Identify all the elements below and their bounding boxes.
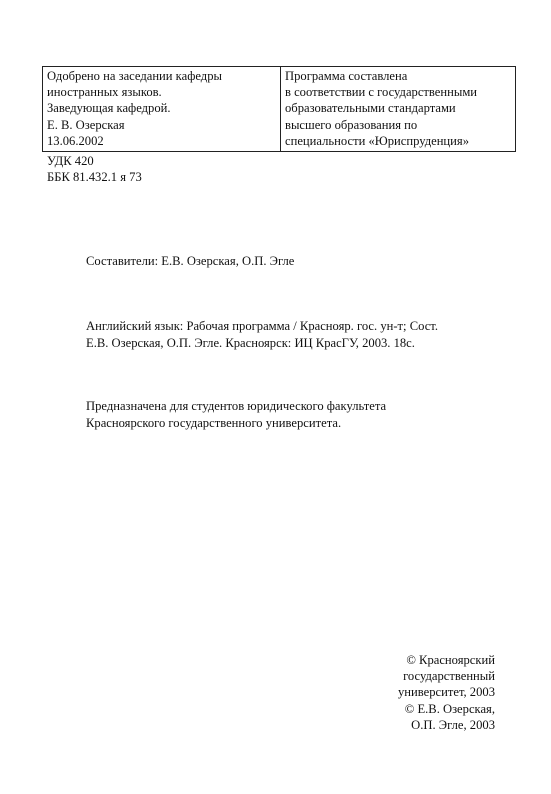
program-note-line: в соответствии с государственными [285, 85, 478, 100]
program-note-line: высшего образования по [285, 117, 418, 132]
purpose-line: Предназначена для студентов юридического факультета [86, 399, 387, 413]
copyright-block [398, 652, 495, 733]
bbk-code: ББК 81.432.1 я 73 [47, 170, 142, 184]
citation-line: Е.В. Озерская, О.П. Эгле. Красноярск: ИЦ КрасГУ, 2003. 18с. [86, 335, 415, 350]
citation-line: Английский язык: Рабочая программа / Краснояр. гос. ун-т; Сост. [86, 319, 439, 333]
copyright-line: © Красноярский [406, 653, 495, 667]
compilers-line: Составители: Е.В. Озерская, О.П. Эгле [86, 254, 295, 268]
approval-note-line: 13.06.2002 [47, 133, 104, 148]
program-note-line: Программа составлена [285, 69, 408, 83]
approval-box [42, 66, 516, 152]
copyright-line: О.П. Эгле, 2003 [411, 717, 495, 732]
approval-note-line: Заведующая кафедрой. [47, 101, 171, 116]
program-note [281, 67, 515, 151]
approval-note-line: Одобрено на заседании кафедры [47, 69, 222, 83]
approval-note-line: иностранных языков. [47, 85, 162, 100]
purpose-line: Красноярского государственного университета. [86, 415, 342, 430]
program-note-line: специальности «Юриспруденция» [285, 133, 470, 148]
bibliographic-citation [86, 318, 438, 351]
copyright-line: © Е.В. Озерская, [404, 701, 495, 716]
copyright-line: университет, 2003 [398, 685, 495, 700]
approval-note [43, 67, 281, 151]
udk-code: УДК 420 [47, 154, 94, 168]
classification-codes [47, 153, 142, 185]
copyright-line: государственный [403, 669, 495, 684]
purpose-statement [86, 398, 386, 431]
approval-note-line: Е. В. Озерская [47, 117, 125, 132]
program-note-line: образовательными стандартами [285, 101, 456, 116]
